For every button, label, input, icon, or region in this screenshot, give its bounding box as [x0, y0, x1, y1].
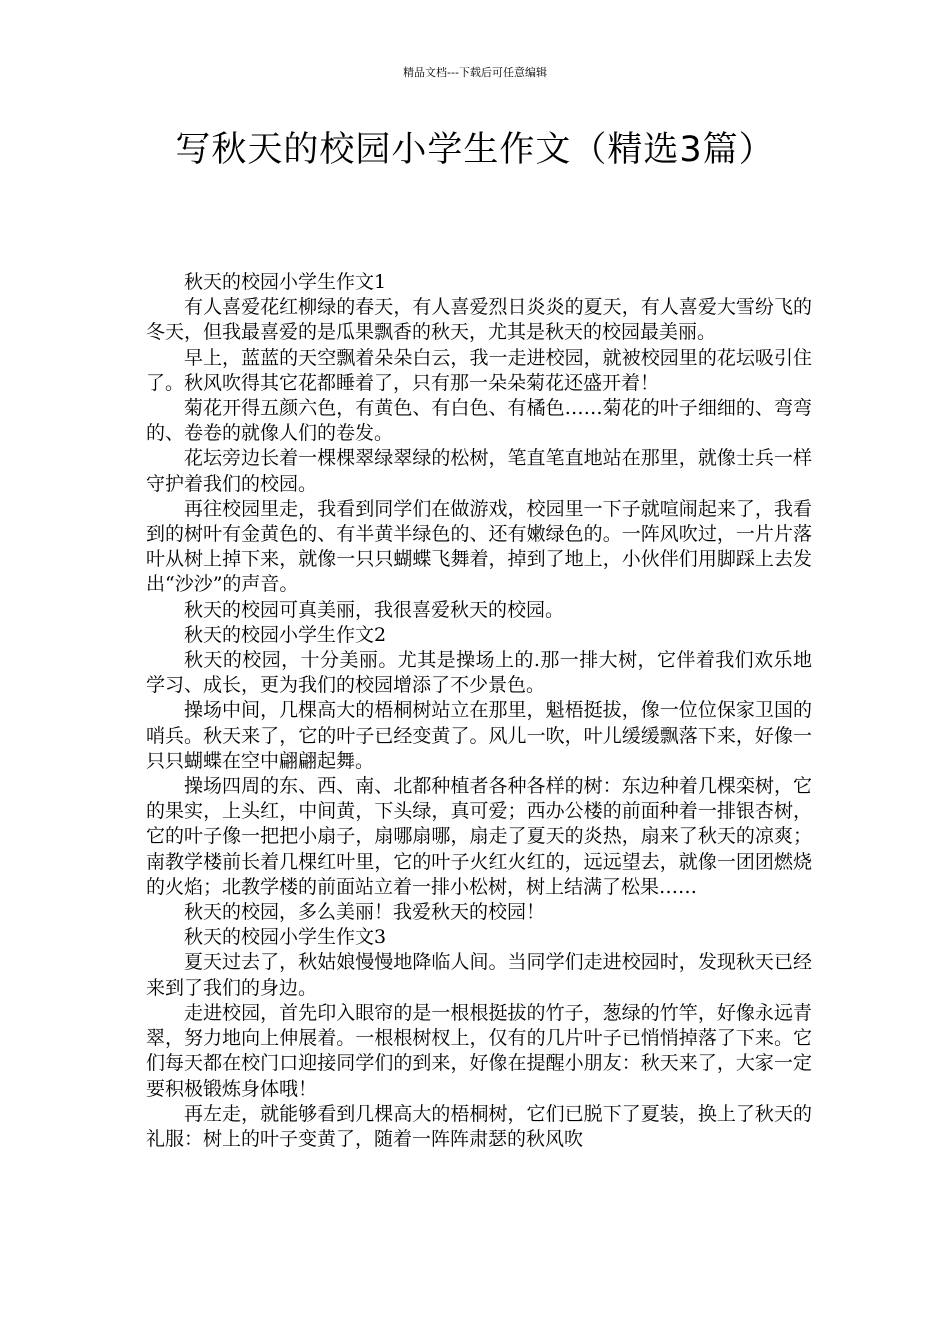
paragraph: 操场四周的东、西、南、北都种植者各种各样的树：东边种着几棵栾树，它的果实，上头红，中间黄，下头绿，真可爱；西办公楼的前面种着一排银杏树，它的叶子像一把把小扇子，扇哪扇哪，扇走了夏天的炎热，扇来了秋天的凉爽；南教学楼前长着几棵红叶里，它的叶子火红火红的，远远望去，就像一团团燃烧的火焰；北教学楼的前面站立着一排小松树，树上结满了松果……	[146, 775, 812, 898]
paragraph: 菊花开得五颜六色，有黄色、有白色、有橘色……菊花的叶子细细的、弯弯的、卷卷的就像人们的卷发。	[146, 397, 812, 445]
paragraph: 花坛旁边长着一棵棵翠绿翠绿的松树，笔直笔直地站在那里，就像士兵一样守护着我们的校园。	[146, 447, 812, 495]
paragraph: 操场中间，几棵高大的梧桐树站立在那里，魁梧挺拔，像一位位保家卫国的哨兵。秋天来了，它的叶子已经变黄了。风儿一吹，叶儿缓缓飘落下来，好像一只只蝴蝶在空中翩翩起舞。	[146, 699, 812, 772]
section-heading-3: 秋天的校园小学生作文3	[184, 926, 387, 949]
paragraph: 秋天的校园，多么美丽！我爱秋天的校园！	[184, 901, 546, 924]
paragraph: 秋天的校园可真美丽，我很喜爱秋天的校园。	[184, 598, 565, 621]
paragraph: 有人喜爱花红柳绿的春天，有人喜爱烈日炎炎的夏天，有人喜爱大雪纷飞的冬天，但我最喜爱的是瓜果飘香的秋天，尤其是秋天的校园最美丽。	[146, 296, 812, 344]
document-title: 写秋天的校园小学生作文（精选3篇）	[175, 130, 775, 170]
document-body	[146, 270, 812, 1152]
section-heading-1: 秋天的校园小学生作文1	[184, 271, 387, 293]
paragraph: 再往校园里走，我看到同学们在做游戏，校园里一下子就喧闹起来了，我看到的树叶有金黄色的、有半黄半绿色的、还有嫩绿色的。一阵风吹过，一片片落叶从树上掉下来，就像一只只蝴蝶飞舞着，掉到了地上，小伙伴们用脚踩上去发出“沙沙”的声音。	[146, 497, 812, 596]
section-heading-2: 秋天的校园小学生作文2	[184, 623, 387, 646]
paragraph: 早上，蓝蓝的天空飘着朵朵白云，我一走进校园，就被校园里的花坛吸引住了。秋风吹得其它花都睡着了，只有那一朵朵菊花还盛开着！	[146, 346, 812, 394]
paragraph: 秋天的校园，十分美丽。尤其是操场上的.那一排大树，它伴着我们欢乐地学习、成长，更为我们的校园增添了不少景色。	[146, 649, 812, 697]
page-header-note: 精品文档---下载后可任意编辑	[403, 66, 547, 79]
paragraph: 走进校园，首先印入眼帘的是一根根挺拔的竹子，葱绿的竹竿，好像永远青翠，努力地向上伸展着。一根根树杈上，仅有的几片叶子已悄悄掉落了下来。它们每天都在校门口迎接同学们的到来，好像在提醒小朋友：秋天来了，大家一定要积极锻炼身体哦！	[146, 1001, 812, 1100]
paragraph: 夏天过去了，秋姑娘慢慢地降临人间。当同学们走进校园时，发现秋天已经来到了我们的身边。	[146, 951, 812, 999]
paragraph: 再左走，就能够看到几棵高大的梧桐树，它们已脱下了夏装，换上了秋天的礼服：树上的叶子变黄了，随着一阵阵肃瑟的秋风吹	[146, 1102, 812, 1150]
